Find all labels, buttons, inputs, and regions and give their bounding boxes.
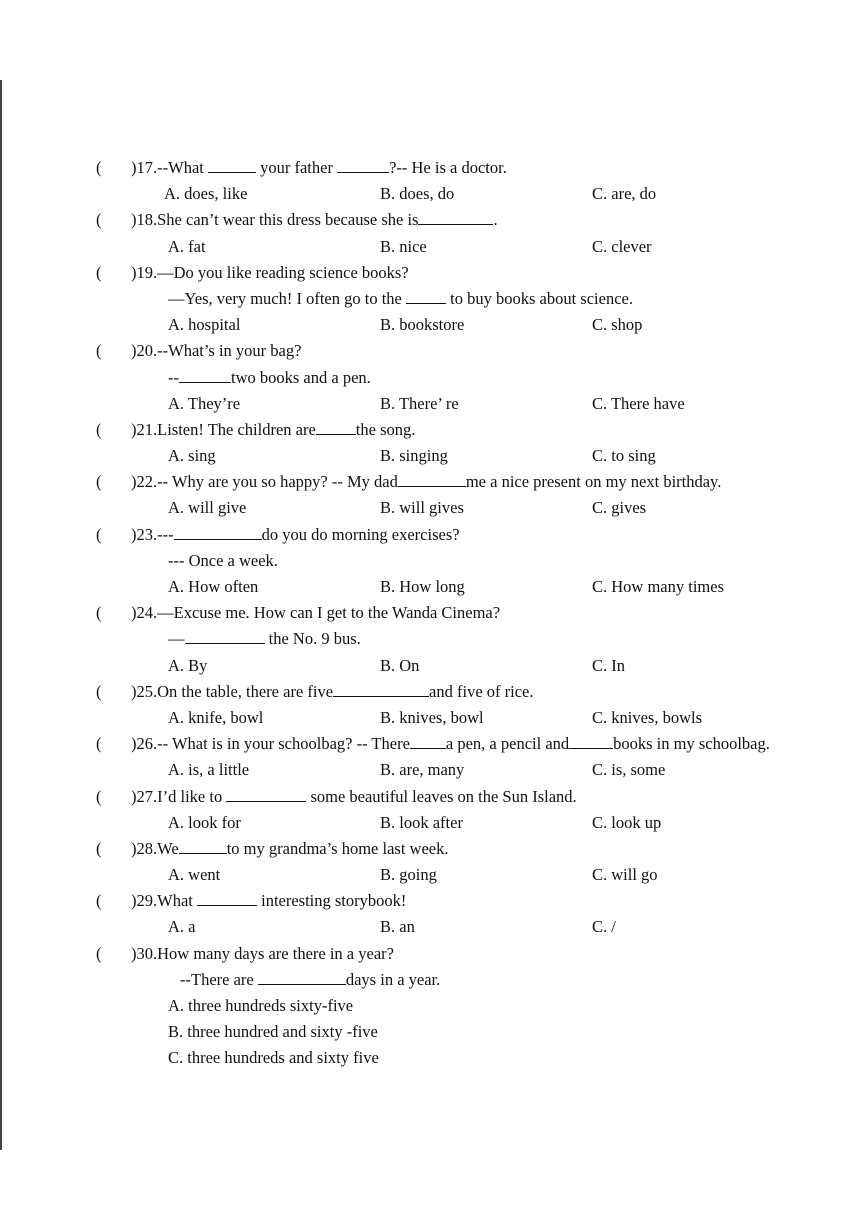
option-c[interactable]: C. How many times: [592, 577, 724, 596]
option-b[interactable]: B. three hundred and sixty -five: [168, 1022, 378, 1042]
question-number: )29.: [131, 891, 158, 911]
question-number: )25.: [131, 681, 158, 701]
option-c[interactable]: C. to sing: [592, 446, 656, 466]
question-number: )24.: [131, 603, 158, 623]
answer-blank[interactable]: [410, 733, 446, 749]
option-b[interactable]: B. knives, bowl: [380, 707, 484, 727]
question-text: --What’s in your bag?: [157, 341, 302, 361]
answer-blank[interactable]: [208, 157, 256, 173]
answer-blank[interactable]: [197, 890, 257, 906]
option-b[interactable]: B. nice: [380, 236, 427, 256]
options-25: [0, 705, 867, 731]
answer-paren: (: [96, 734, 102, 754]
answer-paren: (: [96, 603, 102, 623]
question-text: to my grandma’s home last week.: [226, 838, 449, 858]
question-23: [0, 522, 867, 548]
option-a[interactable]: A. went: [168, 865, 221, 885]
question-number: )20.: [131, 341, 158, 361]
option-a[interactable]: A. How often: [168, 577, 259, 596]
option-a[interactable]: A. hospital: [168, 315, 241, 335]
option-b[interactable]: B. bookstore: [380, 315, 465, 335]
answer-paren: (: [96, 158, 102, 177]
question-26: [0, 731, 867, 757]
answer-paren: (: [96, 419, 102, 439]
question-text: How many days are there in a year?: [157, 943, 394, 963]
question-text: --: [168, 367, 179, 387]
option-a[interactable]: A. fat: [168, 236, 206, 256]
question-text: --There are: [180, 969, 258, 989]
question-text: your father: [255, 158, 338, 177]
answer-blank[interactable]: [226, 786, 306, 802]
question-text: days in a year.: [345, 969, 441, 989]
options-24: [0, 653, 867, 679]
question-29: [0, 888, 867, 914]
question-18: [0, 207, 867, 233]
answer-paren: (: [96, 891, 102, 911]
question-number: )21.: [131, 419, 158, 439]
options-30-b: [0, 1019, 867, 1045]
options-28: [0, 862, 867, 888]
answer-blank[interactable]: [398, 471, 466, 487]
option-a[interactable]: A. They’re: [168, 393, 241, 413]
options-30-c: [0, 1045, 867, 1071]
option-b[interactable]: B. going: [380, 865, 437, 885]
options-29: [0, 914, 867, 940]
option-b[interactable]: B. How long: [380, 577, 465, 596]
question-25: [0, 679, 867, 705]
question-text: some beautiful leaves on the Sun Island.: [306, 786, 577, 806]
option-b[interactable]: B. does, do: [380, 184, 455, 204]
question-text: --What: [157, 158, 208, 177]
answer-blank[interactable]: [174, 524, 262, 540]
question-28: [0, 836, 867, 862]
question-text: —Do you like reading science books?: [157, 262, 409, 282]
option-a[interactable]: A. look for: [168, 812, 241, 832]
answer-blank[interactable]: [179, 367, 231, 383]
options-27: [0, 810, 867, 836]
question-number: )22.: [131, 472, 158, 492]
question-text: do you do morning exercises?: [261, 524, 460, 544]
option-b[interactable]: B. On: [380, 655, 420, 675]
question-text: .: [493, 210, 498, 230]
question-text: —: [168, 629, 185, 649]
question-text: me a nice present on my next birthday.: [465, 472, 722, 492]
options-21: [0, 443, 867, 469]
question-text: the song.: [355, 419, 416, 439]
option-c[interactable]: C. are, do: [592, 184, 657, 204]
answer-blank[interactable]: [179, 838, 227, 854]
option-c[interactable]: C. There have: [592, 393, 685, 413]
question-number: )28.: [131, 838, 158, 858]
question-text: I’d like to: [157, 786, 227, 806]
option-b[interactable]: B. will gives: [380, 498, 464, 518]
answer-paren: (: [96, 838, 102, 858]
question-20: [0, 338, 867, 364]
question-number: )26.: [131, 734, 158, 754]
option-b[interactable]: B. an: [380, 917, 415, 937]
question-number: )17.: [131, 158, 158, 177]
question-text: Listen! The children are: [157, 419, 316, 439]
option-c[interactable]: C. clever: [592, 236, 652, 256]
question-21: [0, 417, 867, 443]
option-c[interactable]: C. In: [592, 655, 625, 675]
answer-paren: (: [96, 341, 102, 361]
question-27: [0, 784, 867, 810]
question-text: books in my schoolbag.: [613, 734, 770, 754]
question-text: a pen, a pencil and: [445, 734, 570, 754]
answer-paren: (: [96, 524, 102, 544]
option-a[interactable]: A. a: [168, 917, 196, 937]
option-c[interactable]: C. look up: [592, 812, 662, 832]
options-18: [0, 234, 867, 260]
option-c[interactable]: C. gives: [592, 498, 647, 518]
question-19-line2: [0, 286, 867, 312]
answer-blank[interactable]: [418, 209, 493, 225]
question-text: ?-- He is a doctor.: [389, 158, 507, 177]
question-text: -- What is in your schoolbag? -- There: [157, 734, 410, 754]
options-19: [0, 312, 867, 338]
answer-paren: (: [96, 786, 102, 806]
question-30-line2: [0, 967, 867, 993]
question-text: She can’t wear this dress because she is: [157, 210, 419, 230]
options-26: [0, 757, 867, 783]
question-number: )18.: [131, 210, 158, 230]
answer-paren: (: [96, 681, 102, 701]
question-text: two books and a pen.: [231, 367, 371, 387]
question-text: On the table, there are five: [157, 681, 334, 701]
answer-blank[interactable]: [406, 288, 446, 304]
options-30-a: [0, 993, 867, 1019]
option-c[interactable]: C. will go: [592, 865, 658, 885]
question-19: [0, 260, 867, 286]
question-number: )30.: [131, 943, 158, 963]
question-text: to buy books about science.: [446, 288, 633, 308]
question-text: —Excuse me. How can I get to the Wanda Cinema?: [157, 603, 501, 623]
option-b[interactable]: B. are, many: [380, 760, 465, 780]
option-b[interactable]: B. There’ re: [380, 393, 459, 413]
question-sheet: [0, 155, 867, 1072]
answer-blank[interactable]: [185, 628, 265, 644]
question-30: [0, 941, 867, 967]
answer-blank[interactable]: [258, 969, 346, 985]
option-b[interactable]: B. singing: [380, 446, 448, 466]
answer-blank[interactable]: [316, 419, 356, 435]
question-text: We: [157, 838, 179, 858]
question-text: the No. 9 bus.: [264, 629, 361, 649]
option-a[interactable]: A. does, like: [164, 184, 248, 204]
question-text: -- Why are you so happy? -- My dad: [157, 472, 398, 492]
question-20-line2: [0, 365, 867, 391]
option-a[interactable]: A. three hundreds sixty-five: [168, 996, 354, 1015]
options-20: [0, 391, 867, 417]
question-number: )23.: [131, 524, 158, 544]
answer-blank[interactable]: [337, 157, 389, 173]
option-a[interactable]: A. will give: [168, 498, 247, 518]
options-22: [0, 495, 867, 521]
answer-paren: (: [96, 210, 102, 230]
answer-paren: (: [96, 472, 102, 492]
question-23-line2: [0, 548, 867, 574]
question-number: )19.: [131, 262, 158, 282]
question-text: What: [157, 891, 197, 911]
option-c[interactable]: C. knives, bowls: [592, 707, 703, 727]
answer-paren: (: [96, 943, 102, 963]
option-a[interactable]: A. By: [168, 655, 208, 675]
answer-blank[interactable]: [569, 733, 613, 749]
option-c[interactable]: C. /: [592, 917, 616, 937]
option-c[interactable]: C. three hundreds and sixty five: [168, 1048, 379, 1068]
options-23: [0, 574, 867, 600]
answer-paren: (: [96, 262, 102, 282]
option-b[interactable]: B. look after: [380, 812, 463, 832]
answer-blank[interactable]: [333, 681, 429, 697]
question-text: and five of rice.: [429, 681, 534, 701]
question-17: [0, 155, 867, 181]
option-a[interactable]: A. knife, bowl: [168, 707, 264, 727]
question-text: —Yes, very much! I often go to the: [168, 288, 406, 308]
question-24-line2: [0, 626, 867, 652]
question-24: [0, 600, 867, 626]
question-22: [0, 469, 867, 495]
question-text: --- Once a week.: [168, 550, 278, 570]
question-text: interesting storybook!: [256, 891, 407, 911]
options-17: [0, 181, 867, 207]
option-a[interactable]: A. is, a little: [168, 760, 250, 780]
option-a[interactable]: A. sing: [168, 446, 216, 466]
option-c[interactable]: C. shop: [592, 315, 643, 335]
option-c[interactable]: C. is, some: [592, 760, 666, 780]
question-number: )27.: [131, 786, 158, 806]
question-text: ---: [157, 524, 174, 544]
